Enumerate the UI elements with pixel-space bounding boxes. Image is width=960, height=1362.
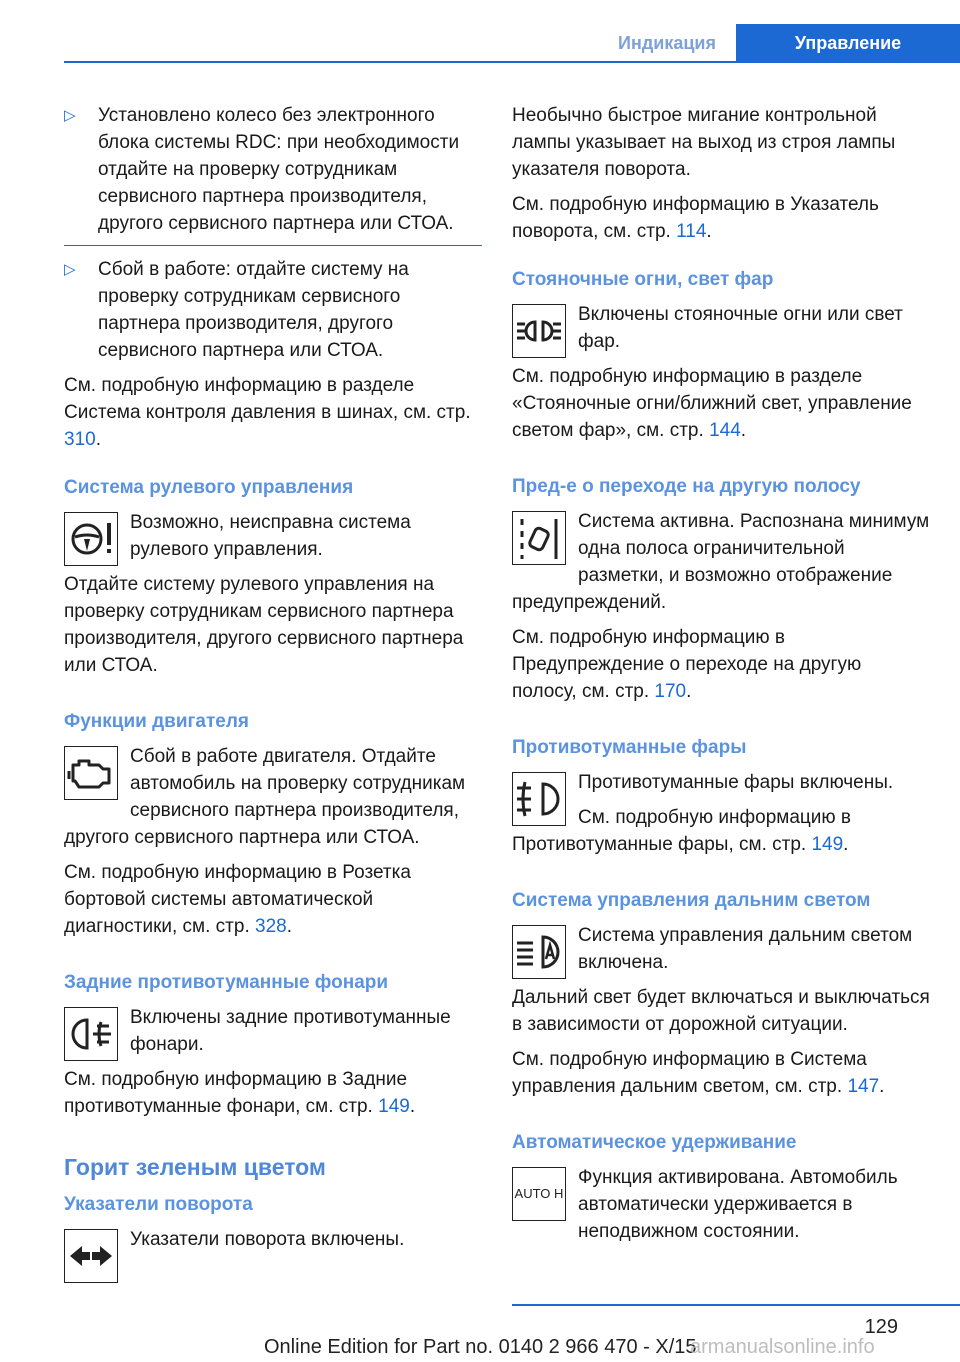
lane-block: Система активна. Распознана минимум одна полоса ограничительной разметки, и возможно отображение предупреждений. См. подробную информацию в Предупреждение о переходе на другую полосу, см. стр. 170. — [512, 508, 930, 713]
chapter-title: Горит зеленым цветом — [64, 1154, 326, 1180]
page-link[interactable]: 114 — [676, 221, 707, 242]
header-rule — [64, 61, 960, 63]
section-title: Функции двигателя — [64, 711, 250, 732]
autohold-block: AUTO H Функция активирована. Автомобиль автоматически удерживается в неподвижном состоянии. — [512, 1164, 930, 1253]
page-link[interactable]: 149 — [811, 834, 844, 855]
section-title: Задние противотуманные фонари — [64, 972, 389, 993]
frontfog-reference: См. подробную информацию в Противотуманные фары, см. стр. 149. — [512, 807, 852, 855]
right-column: Необычно быстрое мигание контрольной лампы указывает на выход из строя лампы указателя поворота. См. подробную информацию в Указатель поворота, см. стр. 114. Стояночные огни, свет фар Включены стояночные огни или свет фар. См. подробную информацию в разделе «Стояночные огни/ближний свет, управление светом фар», см. стр. 144. Пред-е о переходе на другую полосу Система активна. Распознана минимум одна полоса ограничительной разметки, и возможно отображение предупреждений. См. подробную информацию в Предупреждение о переходе на другую полосу, см. стр. 170. Противотуманные фары Противотуманные фары включены. См. подробную информацию в Противотуманные фары, см. стр. 149. Система управления дальним светом Система управления дальним светом включена. Дальний свет будет включаться и выключаться в зависимости от дорожной ситуации. См. подробную информацию в Система управления дальним светом, см. стр. 147. Автоматическое удерживание AUTO H Функция активирована. Автомобиль автоматически удерживается в неподвижном состоянии. — [512, 102, 930, 1253]
high-beam-assist-icon — [512, 925, 566, 979]
page-link[interactable]: 147 — [847, 1076, 880, 1097]
parking-reference: См. подробную информацию в разделе «Стояночные огни/ближний свет, управление светом фар», см. стр. 144. — [512, 366, 912, 441]
section-title: Система рулевого управления — [64, 477, 354, 498]
lane-departure-icon — [512, 511, 566, 565]
tab-indication[interactable]: Индикация — [618, 33, 716, 53]
page-link[interactable]: 170 — [654, 681, 687, 702]
rearfog-reference: См. подробную информацию в Задние противотуманные фонари, см. стр. 149. — [64, 1069, 416, 1117]
parking-block: Включены стояночные огни или свет фар. См. подробную информацию в разделе «Стояночные огни/ближний свет, управление светом фар», см. стр. 144. — [512, 301, 930, 452]
steering-warning-icon — [64, 512, 118, 566]
section-title: Противотуманные фары — [512, 737, 747, 758]
bullet-item: ▷ Установлено колесо без электронного блока системы RDC: при необходимости отдайте на проверку сотрудникам сервисного партнера производителя, другого сервисного партнера или СТОА. — [64, 102, 482, 237]
rearfog-block: Включены задние противотуманные фонари. См. подробную информацию в Задние противотуманные фонари, см. стр. 149. — [64, 1004, 482, 1128]
section-title: Пред-е о переходе на другую полосу — [512, 476, 861, 497]
turn-reference: См. подробную информацию в Указатель поворота, см. стр. 114. — [512, 194, 879, 242]
page-link[interactable]: 328 — [255, 916, 287, 937]
section-title: Система управления дальним светом — [512, 890, 871, 911]
section-title: Стояночные огни, свет фар — [512, 269, 774, 290]
page-link[interactable]: 144 — [709, 420, 741, 441]
page-link[interactable]: 149 — [378, 1096, 410, 1117]
lane-reference: См. подробную информацию в Предупреждение о переходе на другую полосу, см. стр. 170. — [512, 627, 862, 702]
left-column — [64, 102, 482, 1287]
bullet-divider — [64, 245, 482, 246]
front-fog-icon — [512, 772, 566, 826]
rear-fog-icon — [64, 1007, 118, 1061]
section-title: Указатели поворота — [64, 1194, 253, 1215]
bullet-item: ▷ Сбой в работе: отдайте систему на проверку сотрудникам сервисного партнера производителя, другого сервисного партнера или СТОА. — [64, 256, 482, 364]
engine-reference: См. подробную информацию в Розетка бортовой системы автоматической диагностики, см. стр. 328. — [64, 862, 411, 937]
watermark: armanualsonline.info — [690, 1336, 875, 1358]
page-number: 129 — [864, 1316, 898, 1338]
frontfog-block: Противотуманные фары включены. См. подробную информацию в Противотуманные фары, см. стр. 149. — [512, 769, 930, 866]
turn-signal-icon — [64, 1229, 118, 1283]
engine-check-icon — [64, 746, 118, 800]
steering-block: Возможно, неисправна система рулевого управления. Отдайте систему рулевого управления на проверку сотрудникам сервисного партнера производителя, другого сервисного партнера или СТОА. — [64, 512, 464, 676]
turn-block: Указатели поворота включены. — [64, 1226, 482, 1287]
edition-note: Online Edition for Part no. 0140 2 966 470 - X/15 — [264, 1336, 697, 1358]
highbeam-block: Система управления дальним светом включена. Дальний свет будет включаться и выключаться в зависимости от дорожной ситуации. См. подробную информацию в Система управления дальним светом, см. стр. 147. — [512, 922, 930, 1108]
tab-control[interactable]: Управление — [736, 24, 960, 62]
auto-hold-label: AUTO H — [514, 1186, 564, 1201]
parking-lights-icon — [512, 304, 566, 358]
auto-hold-icon — [512, 1167, 566, 1221]
triangle-right-icon: ▷ — [64, 107, 76, 124]
rdc-reference: См. подробную информацию в разделе Система контроля давления в шинах, см. стр. 310. — [64, 375, 471, 450]
footer-rule — [512, 1304, 960, 1306]
page-link[interactable]: 310 — [64, 429, 96, 450]
triangle-right-icon: ▷ — [64, 261, 76, 278]
section-title: Автоматическое удерживание — [512, 1132, 797, 1153]
highbeam-reference: См. подробную информацию в Система управления дальним светом, см. стр. 147. — [512, 1049, 885, 1097]
engine-block: Сбой в работе двигателя. Отдайте автомобиль на проверку сотрудникам сервисного партнера производителя, другого сервисного партнера или СТОА. См. подробную информацию в Розетка бортовой системы автоматической диагностики, см. стр. 328. — [64, 743, 482, 948]
